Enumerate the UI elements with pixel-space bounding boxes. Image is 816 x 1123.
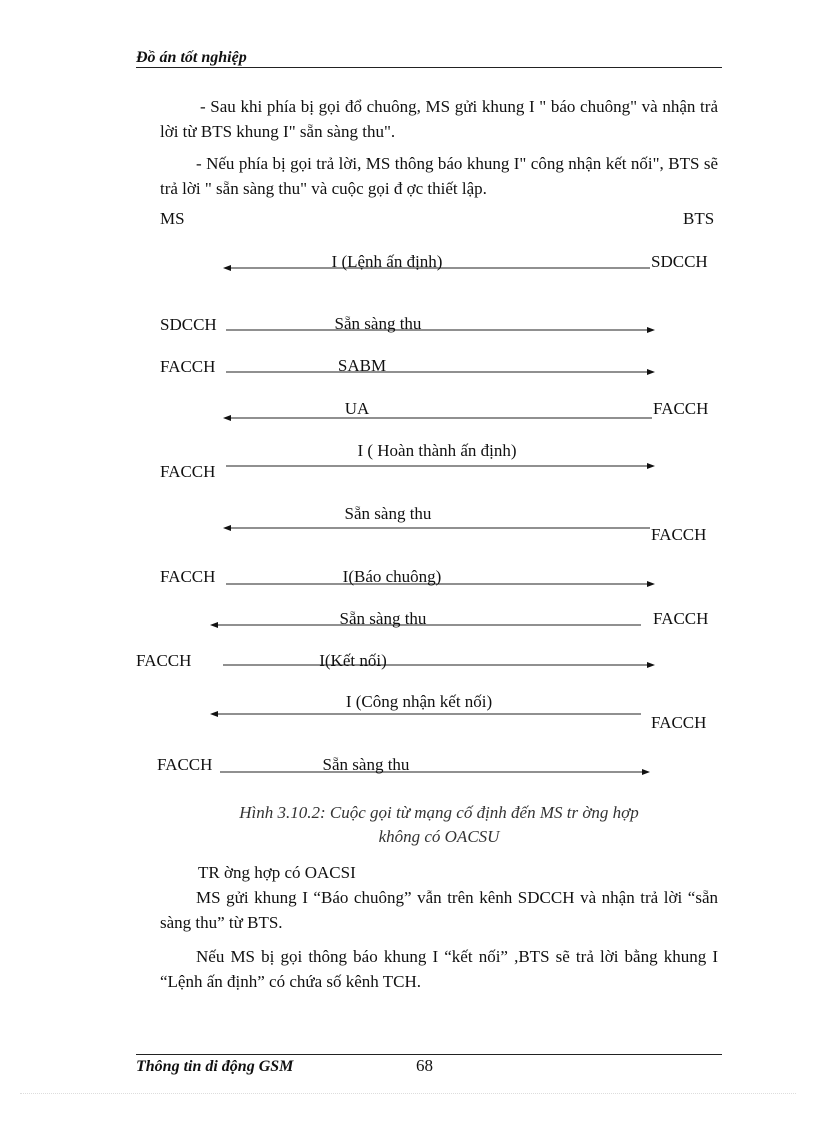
message-9-label: I (Công nhận kết nối): [345, 692, 493, 711]
message-9-right-channel: FACCH: [651, 713, 707, 732]
message-2-left-channel: FACCH: [160, 357, 216, 376]
figure-caption-line-2: không có OACSU: [378, 827, 500, 846]
message-0-right-channel: SDCCH: [651, 252, 708, 271]
footer-rule: [136, 1054, 722, 1055]
message-5-label: Sẵn sàng thu: [344, 504, 432, 523]
message-8: [136, 651, 655, 670]
message-3-right-channel: FACCH: [653, 399, 709, 418]
paragraph-1: - Sau khi phía bị gọi đổ chuông, MS gửi khung I " báo chuông" và nhận trả lời từ BTS khung I" sẵn sàng thu".: [160, 97, 718, 141]
message-1-left-channel: SDCCH: [160, 315, 217, 334]
message-6: [160, 567, 655, 587]
message-1: [160, 314, 655, 334]
figure-caption: [160, 801, 718, 849]
message-6-label: I(Báo chuông): [342, 567, 442, 586]
message-4: [160, 441, 655, 481]
message-7: [210, 609, 708, 628]
case-heading: TR ờng hợp có OACSI: [198, 863, 356, 882]
message-0: [223, 252, 708, 271]
message-9: [210, 692, 706, 732]
page-bottom-border: [20, 1093, 796, 1094]
message-5-right-channel: FACCH: [651, 525, 707, 544]
paragraph-4: Nếu MS bị gọi thông báo khung I “kết nối” ,BTS sẽ trả lời bằng khung I “Lệnh ấn định” có chứa số kênh TCH.: [160, 947, 718, 991]
message-3-label: UA: [344, 399, 370, 418]
entity-bts: BTS: [683, 209, 715, 228]
message-2: [160, 356, 655, 376]
message-1-label: Sẵn sàng thu: [334, 314, 422, 333]
message-4-label: I ( Hoàn thành ấn định): [357, 441, 517, 460]
message-3: [223, 399, 708, 421]
paragraph-3: MS gửi khung I “Báo chuông” vẫn trên kênh SDCCH và nhận trả lời “sẵn sàng thu” từ BTS.: [160, 888, 718, 932]
message-6-left-channel: FACCH: [160, 567, 216, 586]
message-10-left-channel: FACCH: [157, 755, 213, 774]
message-8-left-channel: FACCH: [136, 651, 192, 670]
entity-ms: MS: [160, 209, 185, 228]
footer-title: Thông tin di động GSM: [136, 1058, 294, 1075]
message-2-label: SABM: [337, 356, 387, 375]
figure-caption-line-1: Hình 3.10.2: Cuộc gọi từ mạng cố định đến MS tr ờng hợp: [239, 803, 639, 822]
header-title: Đồ án tốt nghiệp: [136, 49, 247, 66]
message-8-label: I(Kết nối): [319, 651, 387, 670]
message-7-right-channel: FACCH: [653, 609, 709, 628]
message-0-label: I (Lệnh ấn định): [331, 252, 443, 271]
message-4-left-channel: FACCH: [160, 462, 216, 481]
paragraph-2: - Nếu phía bị gọi trả lời, MS thông báo khung I" công nhận kết nối", BTS sẽ trả lời " sẵn sàng thu" và cuộc gọi đ ợc thiết lập.: [160, 154, 718, 198]
message-5: [223, 504, 706, 544]
page-number: 68: [416, 1056, 433, 1075]
message-10: [157, 755, 650, 775]
message-10-label: Sẵn sàng thu: [322, 755, 410, 774]
message-7-label: Sẵn sàng thu: [339, 609, 427, 628]
